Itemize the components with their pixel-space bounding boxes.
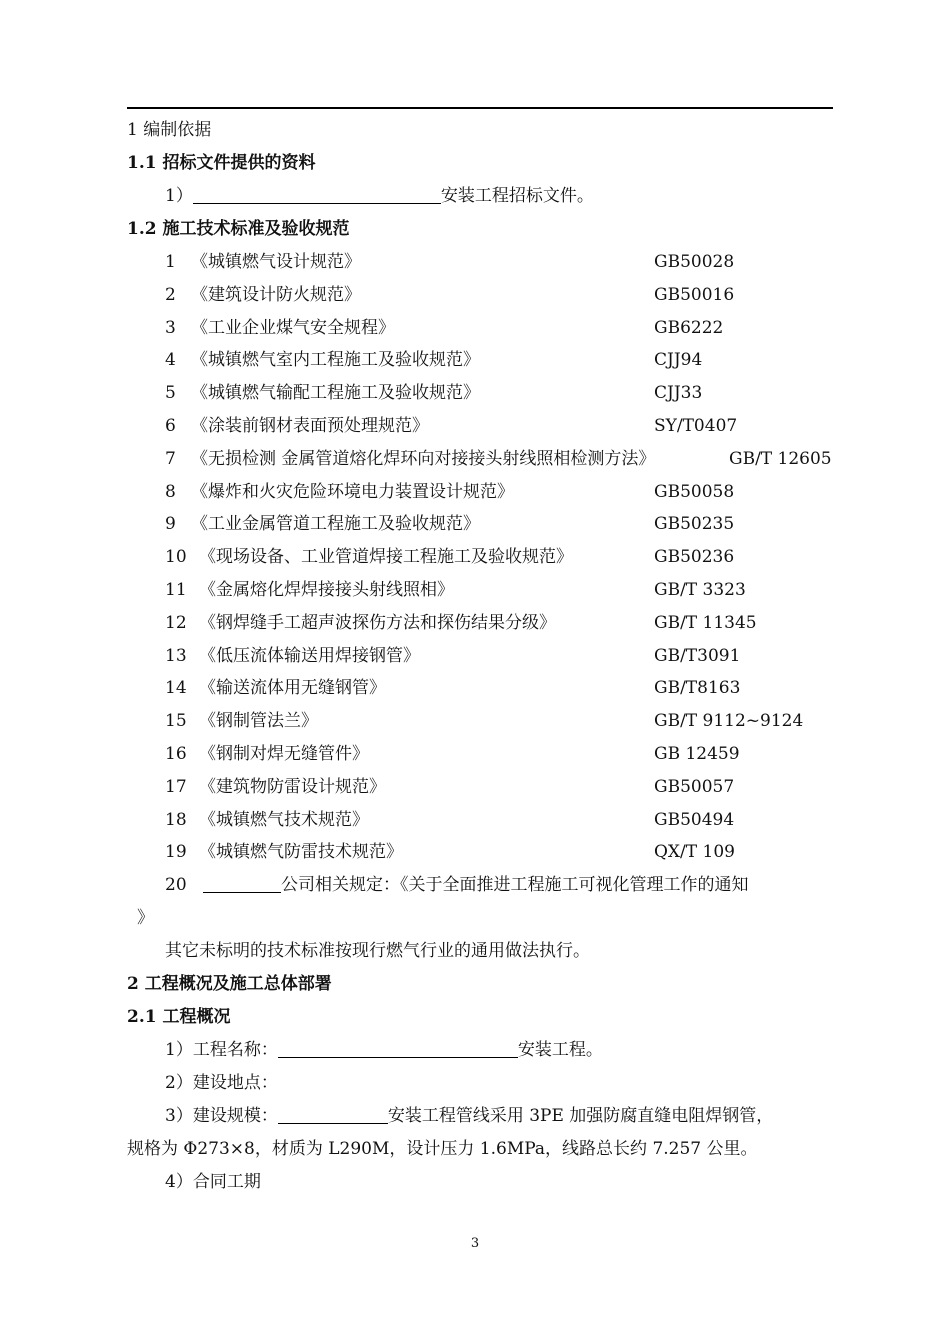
standard-row xyxy=(165,738,833,771)
scale-item-line2: 规格为 Φ273×8，材质为 L290M，设计压力 1.6MPa，线路总长约 7.257 公里。 xyxy=(127,1139,758,1159)
scale-text: 安装工程管线采用 3PE 加强防腐直缝电阻焊钢管， xyxy=(387,1106,774,1126)
standard-row xyxy=(165,410,833,443)
standard-row xyxy=(165,640,833,673)
standard-number: 11 xyxy=(165,580,187,600)
standard-row xyxy=(165,476,833,509)
standard-row-20-tail: 》 xyxy=(137,908,154,928)
standard-code: GB/T3091 xyxy=(654,645,741,666)
standard-name: 《城镇燃气防雷技术规范》 xyxy=(199,842,403,863)
standard-name: 《输送流体用无缝钢管》 xyxy=(199,678,386,699)
standard-row xyxy=(165,246,833,279)
standard-row xyxy=(165,705,833,738)
standard-row xyxy=(165,312,833,345)
standard-name: 《金属熔化焊焊接接头射线照相》 xyxy=(199,580,454,600)
standard-row xyxy=(165,344,833,377)
standard-row xyxy=(165,377,833,410)
standard-row xyxy=(165,279,833,312)
standard-name: 《钢焊缝手工超声波探伤方法和探伤结果分级》 xyxy=(199,612,556,633)
standard-name: 《涂装前钢材表面预处理规范》 xyxy=(191,416,429,436)
tender-item-prefix: 1） xyxy=(165,186,193,206)
blank-field xyxy=(278,1103,388,1124)
standard-name: 《城镇燃气设计规范》 xyxy=(191,252,361,272)
standard-number: 10 xyxy=(165,547,187,568)
standard-row xyxy=(165,607,833,640)
standard-code: GB50028 xyxy=(654,252,735,272)
section-2-1-heading: 2.1 工程概况 xyxy=(127,1007,231,1027)
standard-row xyxy=(165,771,833,804)
page-number: 3 xyxy=(470,1236,480,1251)
standard-number: 15 xyxy=(165,711,187,732)
standard-row xyxy=(165,541,833,574)
standard-row xyxy=(165,804,833,837)
project-name-item xyxy=(127,1034,871,1067)
standard-code: GB50016 xyxy=(654,284,735,305)
scale-item xyxy=(127,1100,871,1133)
standard-name: 《爆炸和火灾危险环境电力装置设计规范》 xyxy=(191,481,514,502)
standard-code: SY/T0407 xyxy=(654,416,738,436)
standard-name: 《钢制管法兰》 xyxy=(199,711,318,732)
standard-name: 《低压流体输送用焊接钢管》 xyxy=(199,645,420,666)
section-2-heading: 2 工程概况及施工总体部署 xyxy=(127,974,332,994)
tender-item-suffix: 安装工程招标文件。 xyxy=(440,186,594,206)
standard-name: 《城镇燃气技术规范》 xyxy=(199,809,369,830)
contract-period-item: 4）合同工期 xyxy=(165,1172,261,1192)
standard-number: 3 xyxy=(165,317,176,338)
blank-field xyxy=(193,183,441,204)
standard-number: 2 xyxy=(165,284,176,305)
standard-row-20 xyxy=(127,869,871,902)
standard-number: 18 xyxy=(165,809,187,830)
standard-name: 《无损检测 金属管道熔化焊环向对接接头射线照相检测方法》 xyxy=(191,448,656,469)
standard-number: 17 xyxy=(165,776,187,797)
standard-code: QX/T 109 xyxy=(654,842,735,863)
standard-row xyxy=(165,574,833,607)
standard-code: GB/T 12605 xyxy=(729,448,832,469)
standard-code: GB 12459 xyxy=(654,744,740,764)
blank-field xyxy=(203,872,281,893)
section-1-2-heading: 1.2 施工技术标准及验收规范 xyxy=(127,219,350,239)
standard-name: 《钢制对焊无缝管件》 xyxy=(199,744,369,764)
standard-code: GB50057 xyxy=(654,776,735,797)
standard-code: GB50235 xyxy=(654,514,735,535)
header-rule xyxy=(127,107,833,109)
section-1-1-heading: 1.1 招标文件提供的资料 xyxy=(127,153,316,173)
standard-number: 20 xyxy=(165,875,187,895)
section-1-heading: 1 编制依据 xyxy=(127,120,212,140)
standard-number: 4 xyxy=(165,350,176,371)
project-name-label: 1）工程名称： xyxy=(165,1040,278,1060)
standard-number: 12 xyxy=(165,612,187,633)
standard-number: 5 xyxy=(165,383,176,404)
standard-name: 《城镇燃气室内工程施工及验收规范》 xyxy=(191,350,480,371)
project-name-suffix: 安装工程。 xyxy=(517,1040,603,1060)
standard-number: 14 xyxy=(165,678,187,699)
standard-row xyxy=(165,672,833,705)
standard-row xyxy=(165,443,833,476)
standard-number: 7 xyxy=(165,448,176,469)
standard-number: 8 xyxy=(165,481,176,502)
standard-number: 1 xyxy=(165,252,176,272)
standard-name: 《工业金属管道工程施工及验收规范》 xyxy=(191,514,480,535)
standard-number: 16 xyxy=(165,744,187,764)
standard-number: 6 xyxy=(165,416,176,436)
standard-code: GB/T 3323 xyxy=(654,580,746,600)
standard-name: 《城镇燃气输配工程施工及验收规范》 xyxy=(191,383,480,404)
standard-name: 公司相关规定：《关于全面推进工程施工可视化管理工作的通知 xyxy=(281,875,749,895)
standard-code: GB50494 xyxy=(654,809,735,830)
standard-name: 《工业企业煤气安全规程》 xyxy=(191,317,395,338)
standard-code: GB50236 xyxy=(654,547,735,568)
tender-doc-item xyxy=(127,180,871,213)
standard-number: 9 xyxy=(165,514,176,535)
scale-label: 3）建设规模： xyxy=(165,1106,278,1126)
standard-code: GB6222 xyxy=(654,317,724,338)
standard-name: 《建筑设计防火规范》 xyxy=(191,284,361,305)
standard-name: 《现场设备、工业管道焊接工程施工及验收规范》 xyxy=(199,547,573,568)
standard-name: 《建筑物防雷设计规范》 xyxy=(199,776,386,797)
standard-code: GB/T 9112~9124 xyxy=(654,711,804,732)
standard-code: GB/T8163 xyxy=(654,678,741,699)
standard-row xyxy=(165,508,833,541)
standards-note: 其它未标明的技术标准按现行燃气行业的通用做法执行。 xyxy=(165,941,590,961)
standard-code: GB50058 xyxy=(654,481,735,502)
standard-row xyxy=(165,836,833,869)
standard-number: 19 xyxy=(165,842,187,863)
blank-field xyxy=(278,1037,518,1058)
standard-code: CJJ94 xyxy=(654,350,703,371)
standard-number: 13 xyxy=(165,645,187,666)
standard-code: CJJ33 xyxy=(654,383,703,404)
standard-code: GB/T 11345 xyxy=(654,612,757,633)
site-location-item: 2）建设地点： xyxy=(165,1073,278,1093)
